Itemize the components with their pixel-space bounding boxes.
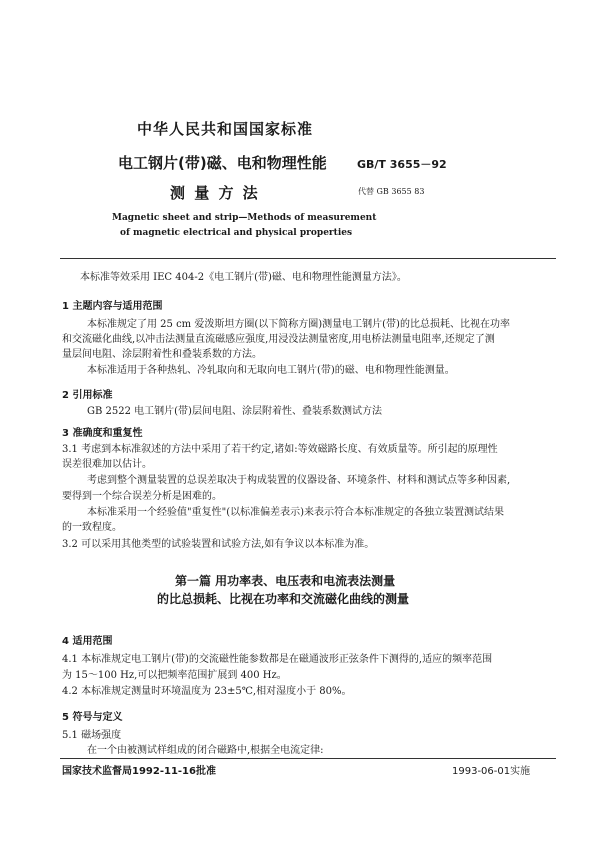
section-1-paragraph-line: 和交流磁化曲线,以冲击法测量直流磁感应强度,用浸没法测量密度,用电桥法测量电阻率,还规定了测 bbox=[62, 334, 495, 345]
standard-number: GB/T 3655－92 bbox=[357, 158, 447, 171]
clause-4-1-line: 为 15～100 Hz,可以把频率范围扩展到 400 Hz。 bbox=[62, 670, 287, 681]
implementation-date: 1993-06-01实施 bbox=[452, 766, 531, 777]
clause-5-1: 5.1 磁场强度 bbox=[62, 730, 122, 741]
section-1-heading: 1 主题内容与适用范围 bbox=[62, 301, 163, 312]
document-title-line2: 测 量 方 法 bbox=[170, 184, 260, 202]
clause-3-2: 3.2 可以采用其他类型的试验装置和试验方法,如有争议以本标准为准。 bbox=[62, 539, 375, 550]
issuing-body: 中华人民共和国国家标准 bbox=[137, 120, 314, 138]
english-title-line1: Magnetic sheet and strip—Methods of measurement bbox=[112, 213, 377, 223]
section-1-paragraph: 本标准规定了用 25 cm 爱泼斯坦方圈(以下简称方圈)测量电工钢片(带)的比总损耗、比视在功率 bbox=[87, 319, 510, 330]
part-title-line2: 的比总损耗、比视在功率和交流磁化曲线的测量 bbox=[157, 592, 410, 606]
section-5-heading: 5 符号与定义 bbox=[62, 712, 123, 723]
footer-divider bbox=[60, 758, 556, 759]
replaces-note: 代替 GB 3655 83 bbox=[358, 187, 425, 196]
section-3-heading: 3 准确度和重复性 bbox=[62, 428, 143, 439]
clause-3-1-line: 误差很难加以估计。 bbox=[62, 459, 152, 470]
document-title: 电工钢片(带)磁、电和物理性能 bbox=[118, 154, 327, 172]
section-2-heading: 2 引用标准 bbox=[62, 390, 113, 401]
clause-3-1-repeatability-line: 的一致程度。 bbox=[62, 522, 122, 533]
english-title-line2: of magnetic electrical and physical properties bbox=[120, 228, 353, 238]
clause-3-1: 3.1 考虑到本标准叙述的方法中采用了若干约定,诸如:等效磁路长度、有效质量等。所引起的原理性 bbox=[62, 444, 498, 455]
clause-4-2: 4.2 本标准规定测量时环境温度为 23±5℃,相对湿度小于 80%。 bbox=[62, 686, 352, 697]
section-4-heading: 4 适用范围 bbox=[62, 636, 113, 647]
clause-4-1: 4.1 本标准规定电工钢片(带)的交流磁性能参数都是在磁通波形正弦条件下测得的,适应的频率范围 bbox=[62, 654, 493, 665]
reference-standard: GB 2522 电工钢片(带)层间电阻、涂层附着性、叠装系数测试方法 bbox=[87, 406, 382, 417]
clause-3-1-paragraph-line: 要得到一个综合误差分析是困难的。 bbox=[62, 491, 222, 502]
header-divider bbox=[60, 258, 556, 259]
approval-date: 国家技术监督局1992-11-16批准 bbox=[62, 766, 216, 777]
clause-3-1-paragraph: 考虑到整个测量装置的总误差取决于构成装置的仪器设备、环境条件、材料和测试点等多种因素, bbox=[87, 475, 511, 486]
section-1-scope: 本标准适用于各种热轧、冷轧取向和无取向电工钢片(带)的磁、电和物理性能测量。 bbox=[87, 365, 455, 376]
clause-3-1-repeatability: 本标准采用一个经验值"重复性"(以标准偏差表示)来表示符合本标准规定的各独立装置测试结果 bbox=[87, 507, 505, 518]
intro-paragraph: 本标准等效采用 IEC 404-2《电工钢片(带)磁、电和物理性能测量方法》。 bbox=[80, 272, 407, 283]
part-title-line1: 第一篇 用功率表、电压表和电流表法测量 bbox=[175, 574, 396, 588]
clause-5-1-text: 在一个由被测试样组成的闭合磁路中,根据全电流定律: bbox=[87, 745, 324, 756]
section-1-paragraph-line: 量层间电阻、涂层附着性和叠装系数的方法。 bbox=[62, 349, 262, 360]
